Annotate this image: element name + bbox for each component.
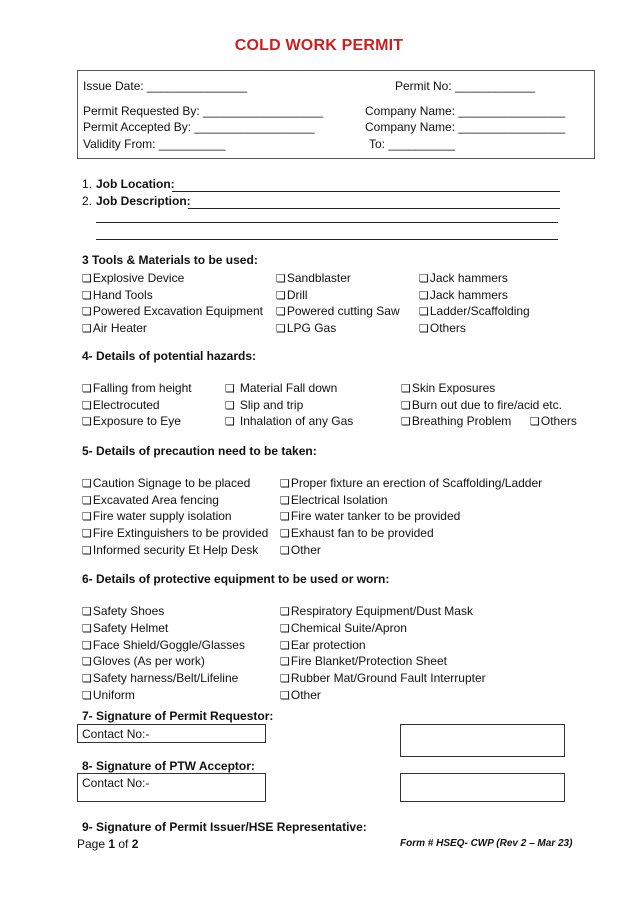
ppe-option[interactable]: ❏ Ear protection — [280, 638, 366, 652]
precaution-option[interactable]: ❏ Exhaust fan to be provided — [280, 526, 434, 540]
requestor-signature-heading: 7- Signature of Permit Requestor: — [82, 709, 274, 723]
issue-date-field[interactable]: Issue Date: _______________ — [83, 79, 248, 93]
requestor-contact-label: Contact No:- — [82, 727, 150, 741]
validity-from-field[interactable]: Validity From: __________ — [83, 137, 226, 151]
hazards-heading: 4- Details of potential hazards: — [82, 349, 257, 363]
tools-option[interactable]: ❏ Others — [419, 321, 466, 335]
tools-option[interactable]: ❏ Explosive Device — [82, 271, 184, 285]
hazard-option[interactable]: ❏ Inhalation of any Gas — [225, 414, 353, 428]
tools-option[interactable]: ❏ Powered Excavation Equipment — [82, 304, 263, 318]
precaution-option[interactable]: ❏ Proper fixture an erection of Scaffolding/Ladder — [280, 476, 542, 490]
job-description-line-1[interactable] — [188, 208, 560, 209]
ppe-option[interactable]: ❏ Fire Blanket/Protection Sheet — [280, 654, 447, 668]
ppe-option[interactable]: ❏ Safety Shoes — [82, 604, 164, 618]
ppe-option[interactable]: ❏ Gloves (As per work) — [82, 654, 205, 668]
tools-option[interactable]: ❏ Air Heater — [82, 321, 147, 335]
precaution-option[interactable]: ❏ Fire Extinguishers to be provided — [82, 526, 268, 540]
page-title: COLD WORK PERMIT — [234, 37, 404, 54]
issuer-signature-heading: 9- Signature of Permit Issuer/HSE Representative: — [82, 820, 367, 834]
tools-option[interactable]: ❏ Powered cutting Saw — [276, 304, 400, 318]
tools-option[interactable]: ❏ Hand Tools — [82, 288, 153, 302]
precaution-option[interactable]: ❏ Excavated Area fencing — [82, 493, 219, 507]
validity-to-field[interactable]: To: __________ — [369, 137, 456, 151]
ppe-option[interactable]: ❏ Face Shield/Goggle/Glasses — [82, 638, 245, 652]
hazard-option[interactable]: ❏ Burn out due to fire/acid etc. — [401, 398, 562, 412]
precautions-heading: 5- Details of precaution need to be taken: — [82, 444, 317, 458]
job-description-label: Job Description: — [96, 194, 191, 208]
permit-no-field[interactable]: Permit No: ____________ — [395, 79, 536, 93]
hazard-option[interactable]: ❏ Breathing Problem — [401, 414, 511, 428]
precaution-option[interactable]: ❏ Informed security Et Help Desk — [82, 543, 258, 557]
precaution-option[interactable]: ❏ Fire water tanker to be provided — [280, 509, 460, 523]
job-description-number: 2. — [82, 194, 93, 208]
precaution-option[interactable]: ❏ Caution Signage to be placed — [82, 476, 250, 490]
requested-by-field[interactable]: Permit Requested By: __________________ — [83, 104, 324, 118]
tools-option[interactable]: ❏ LPG Gas — [276, 321, 336, 335]
requestor-signature-box[interactable] — [400, 724, 565, 757]
hazard-option-others[interactable]: ❏ Others — [530, 414, 577, 428]
job-location-line[interactable] — [172, 191, 560, 192]
hazard-option[interactable]: ❏ Electrocuted — [82, 398, 160, 412]
company-name-field-2[interactable]: Company Name: ________________ — [365, 120, 566, 134]
ppe-heading: 6- Details of protective equipment to be used or worn: — [82, 572, 390, 586]
ppe-option[interactable]: ❏ Other — [280, 688, 321, 702]
tools-option[interactable]: ❏ Ladder/Scaffolding — [419, 304, 530, 318]
job-location-label: Job Location: — [96, 177, 175, 191]
precaution-option[interactable]: ❏ Fire water supply isolation — [82, 509, 232, 523]
page-of: of — [115, 837, 132, 851]
acceptor-contact-label: Contact No:- — [82, 776, 150, 790]
tools-option[interactable]: ❏ Sandblaster — [276, 271, 351, 285]
acceptor-signature-heading: 8- Signature of PTW Acceptor: — [82, 759, 255, 773]
tools-heading: 3 Tools & Materials to be used: — [82, 253, 258, 267]
precaution-option[interactable]: ❏ Electrical Isolation — [280, 493, 388, 507]
ppe-option[interactable]: ❏ Safety harness/Belt/Lifeline — [82, 671, 238, 685]
accepted-by-field[interactable]: Permit Accepted By: __________________ — [83, 120, 315, 134]
job-description-line-3[interactable] — [96, 239, 558, 240]
form-reference: Form # HSEQ- CWP (Rev 2 – Mar 23) — [400, 838, 573, 849]
ppe-option[interactable]: ❏ Rubber Mat/Ground Fault Interrupter — [280, 671, 486, 685]
page-number — [77, 837, 138, 851]
hazard-option[interactable]: ❏ Slip and trip — [225, 398, 303, 412]
ppe-option[interactable]: ❏ Uniform — [82, 688, 135, 702]
job-location-number: 1. — [82, 177, 93, 191]
acceptor-signature-box[interactable] — [400, 773, 565, 802]
company-name-field-1[interactable]: Company Name: ________________ — [365, 104, 566, 118]
job-description-line-2[interactable] — [96, 222, 558, 223]
tools-option[interactable]: ❏ Jack hammers — [419, 288, 508, 302]
tools-option[interactable]: ❏ Jack hammers — [419, 271, 508, 285]
page-current: 1 — [108, 837, 116, 851]
page-total: 2 — [131, 837, 139, 851]
hazard-option[interactable]: ❏ Skin Exposures — [401, 381, 495, 395]
hazard-option[interactable]: ❏ Falling from height — [82, 381, 192, 395]
precaution-option[interactable]: ❏ Other — [280, 543, 321, 557]
ppe-option[interactable]: ❏ Chemical Suite/Apron — [280, 621, 407, 635]
ppe-option[interactable]: ❏ Safety Helmet — [82, 621, 168, 635]
hazard-option[interactable]: ❏ Exposure to Eye — [82, 414, 181, 428]
page-prefix: Page — [77, 837, 109, 851]
ppe-option[interactable]: ❏ Respiratory Equipment/Dust Mask — [280, 604, 473, 618]
tools-option[interactable]: ❏ Drill — [276, 288, 308, 302]
hazard-option[interactable]: ❏ Material Fall down — [225, 381, 337, 395]
